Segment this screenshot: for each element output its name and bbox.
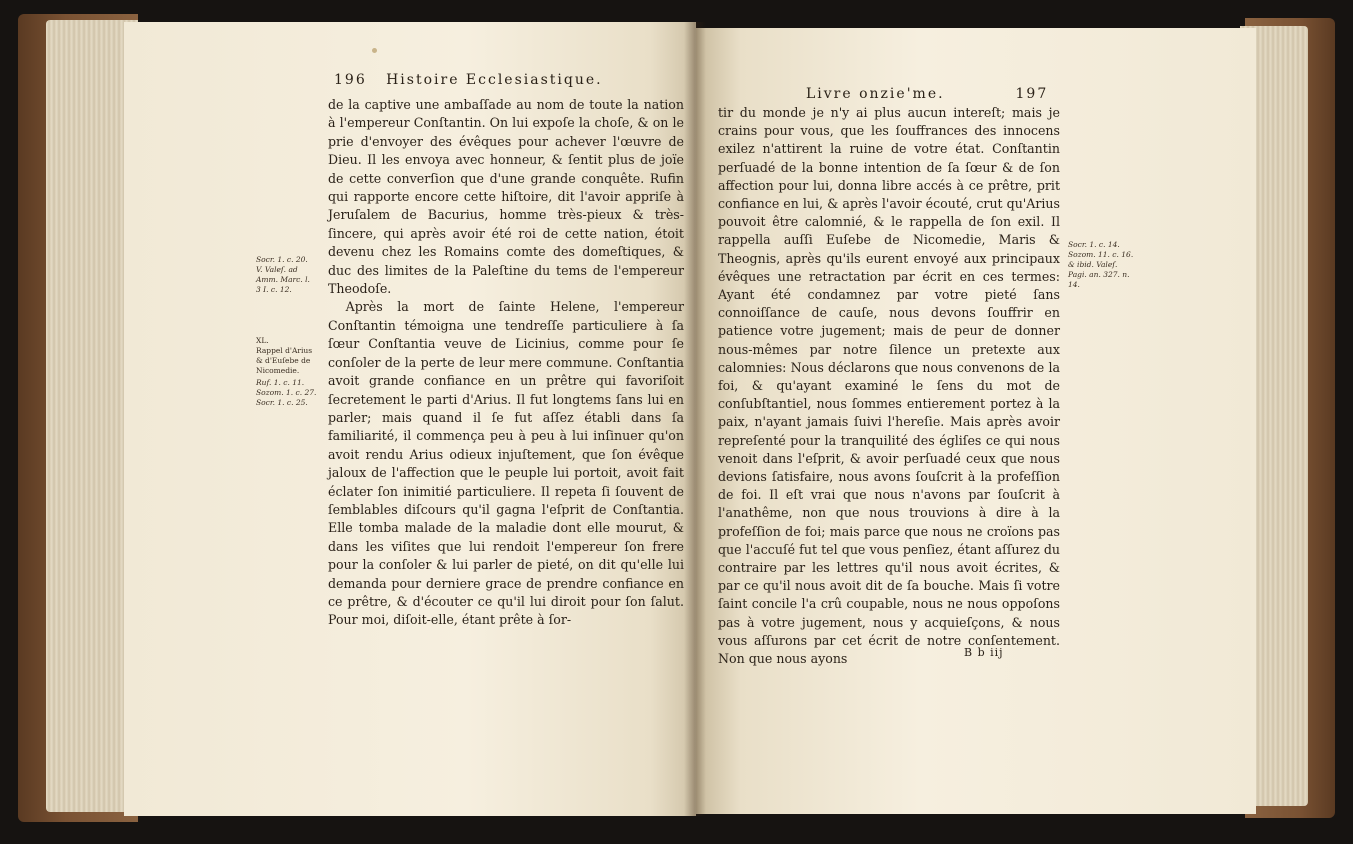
paper-spot bbox=[372, 48, 377, 53]
signature-mark: B b iij bbox=[964, 646, 1004, 659]
right-running-title: Livre onzie'me. bbox=[806, 86, 945, 102]
left-running-head bbox=[334, 72, 603, 88]
left-page-number: 196 bbox=[334, 72, 367, 88]
book-gutter bbox=[684, 22, 706, 816]
left-margin-note-2-heading: XL. Rappel d'Arius & d'Euſebe de Nicomedie. bbox=[256, 336, 313, 375]
left-margin-note-2-refs: Ruf. 1. c. 11. Sozom. 1. c. 27. Socr. 1. c. 25. bbox=[256, 378, 317, 407]
left-text-block bbox=[328, 96, 684, 630]
left-running-title: Histoire Ecclesiastique. bbox=[386, 72, 603, 88]
right-text-block bbox=[718, 104, 1060, 668]
right-page-number: 197 bbox=[1015, 86, 1049, 102]
right-running-head bbox=[806, 86, 1048, 102]
left-paragraph-2: Après la mort de ſainte Helene, l'empereur Conſtantin témoigna une tendreſſe particuliere à ſa ſœur Conſtantia veuve de Licinius, comme pour ſe conſoler de la perte de leur mere commune. Conſtantia avoit grande confiance en un prêtre qui favoriſoit ſecretement le parti d'Arius. Il fut longtems ſans lui en parler; mais quand il ſe fut aſſez établi dans ſa familiarité, il commença peu à peu à lui inſinuer qu'on avoit rendu Arius odieux injuſtement, que ſon évêque jaloux de l'affection que le peuple lui portoit, avoit fait éclater ſon inimitié particuliere. Il repeta ſi ſouvent de ſemblables diſcours qu'il gagna l'eſprit de Conſtantia. Elle tomba malade de la maladie dont elle mourut, & dans les viſites que lui rendoit l'empereur ſon frere pour la conſoler & lui parler de pieté, on dit qu'elle lui demanda pour derniere grace de prendre confiance en ce prêtre, & d'écouter ce qu'il lui diroit pour ſon ſalut. Pour moi, diſoit-elle, étant prête à ſor- bbox=[328, 299, 684, 628]
right-paragraph-1: tir du monde je n'y ai plus aucun intereſt; mais je crains pour vous, que les ſouffrances des innocens exilez n'attirent la ruine de votre état. Conſtantin perſuadé de la bonne intention de ſa ſœur & de ſon affection pour lui, donna libre accés à ce prêtre, prit confiance en lui, & après l'avoir écouté, crut qu'Arius pouvoit être calomnié, & le rappella de ſon exil. Il rappella auſſi Euſebe de Nicomedie, Maris & Theognis, après qu'ils eurent envoyé aux principaux évêques une retractation par écrit en ces termes: Ayant été condamnez par votre pieté ſans connoiſſance de cauſe, nous devons ſouffrir en patience votre jugement; mais de peur de donner nous-mêmes par notre ſilence un pretexte aux calomnies: Nous déclarons que nous convenons de la foi, & qu'ayant examiné le ſens du mot de conſubſtantiel, nous ſommes entierement portez à la paix, n'ayant jamais ſuivi l'hereſie. Mais après avoir repreſenté pour la tranquilité des égliſes ce qui nous venoit dans l'eſprit, & avoir perſuadé ceux que nous devions ſatisfaire, nous avons ſouſcrit à la profeſſion de foi. Il eſt vrai que nous n'avons par ſouſcrit à l'anathême, non que nous trouvions à dire à la profeſſion de foi; mais parce que nous ne croïons pas que l'accuſé fut tel que vous penſiez, étant aſſurez du contraire par les lettres qu'il nous avoit écrites, & par ce qu'il nous avoit dit de ſa bouche. Mais ſi votre ſaint concile l'a crû coupable, nous ne nous oppoſons pas à votre jugement, nous y acquieſçons, & nous vous aſſurons par cet écrit de notre conſentement. Non que nous ayons bbox=[718, 105, 1060, 667]
left-paragraph-1: de la captive une ambaſſade au nom de toute la nation à l'empereur Conſtantin. On lui expoſe la choſe, & on le prie d'envoyer des évêques pour achever l'œuvre de Dieu. Il les envoya avec honneur, & ſentit plus de joïe de cette converſion que d'une grande conquête. Rufin qui rapporte encore cette hiſtoire, dit l'avoir appriſe à Jeruſalem de Bacurius, homme très-pieux & très-ſincere, qui après avoir été roi de cette nation, étoit devenu chez les Romains comte des domeſtiques, & duc des limites de la Paleſtine du tems de l'empereur Theodoſe. bbox=[328, 97, 684, 297]
left-margin-note-1: Socr. 1. c. 20. V. Valeſ. ad Amm. Marc. l. 3 I. c. 12. bbox=[256, 255, 310, 294]
left-page bbox=[124, 22, 696, 816]
right-margin-note: Socr. 1. c. 14. Sozom. 11. c. 16. & ibid. Valeſ. Pagi. an. 327. n. 14. bbox=[1068, 240, 1134, 289]
right-page bbox=[696, 28, 1256, 814]
